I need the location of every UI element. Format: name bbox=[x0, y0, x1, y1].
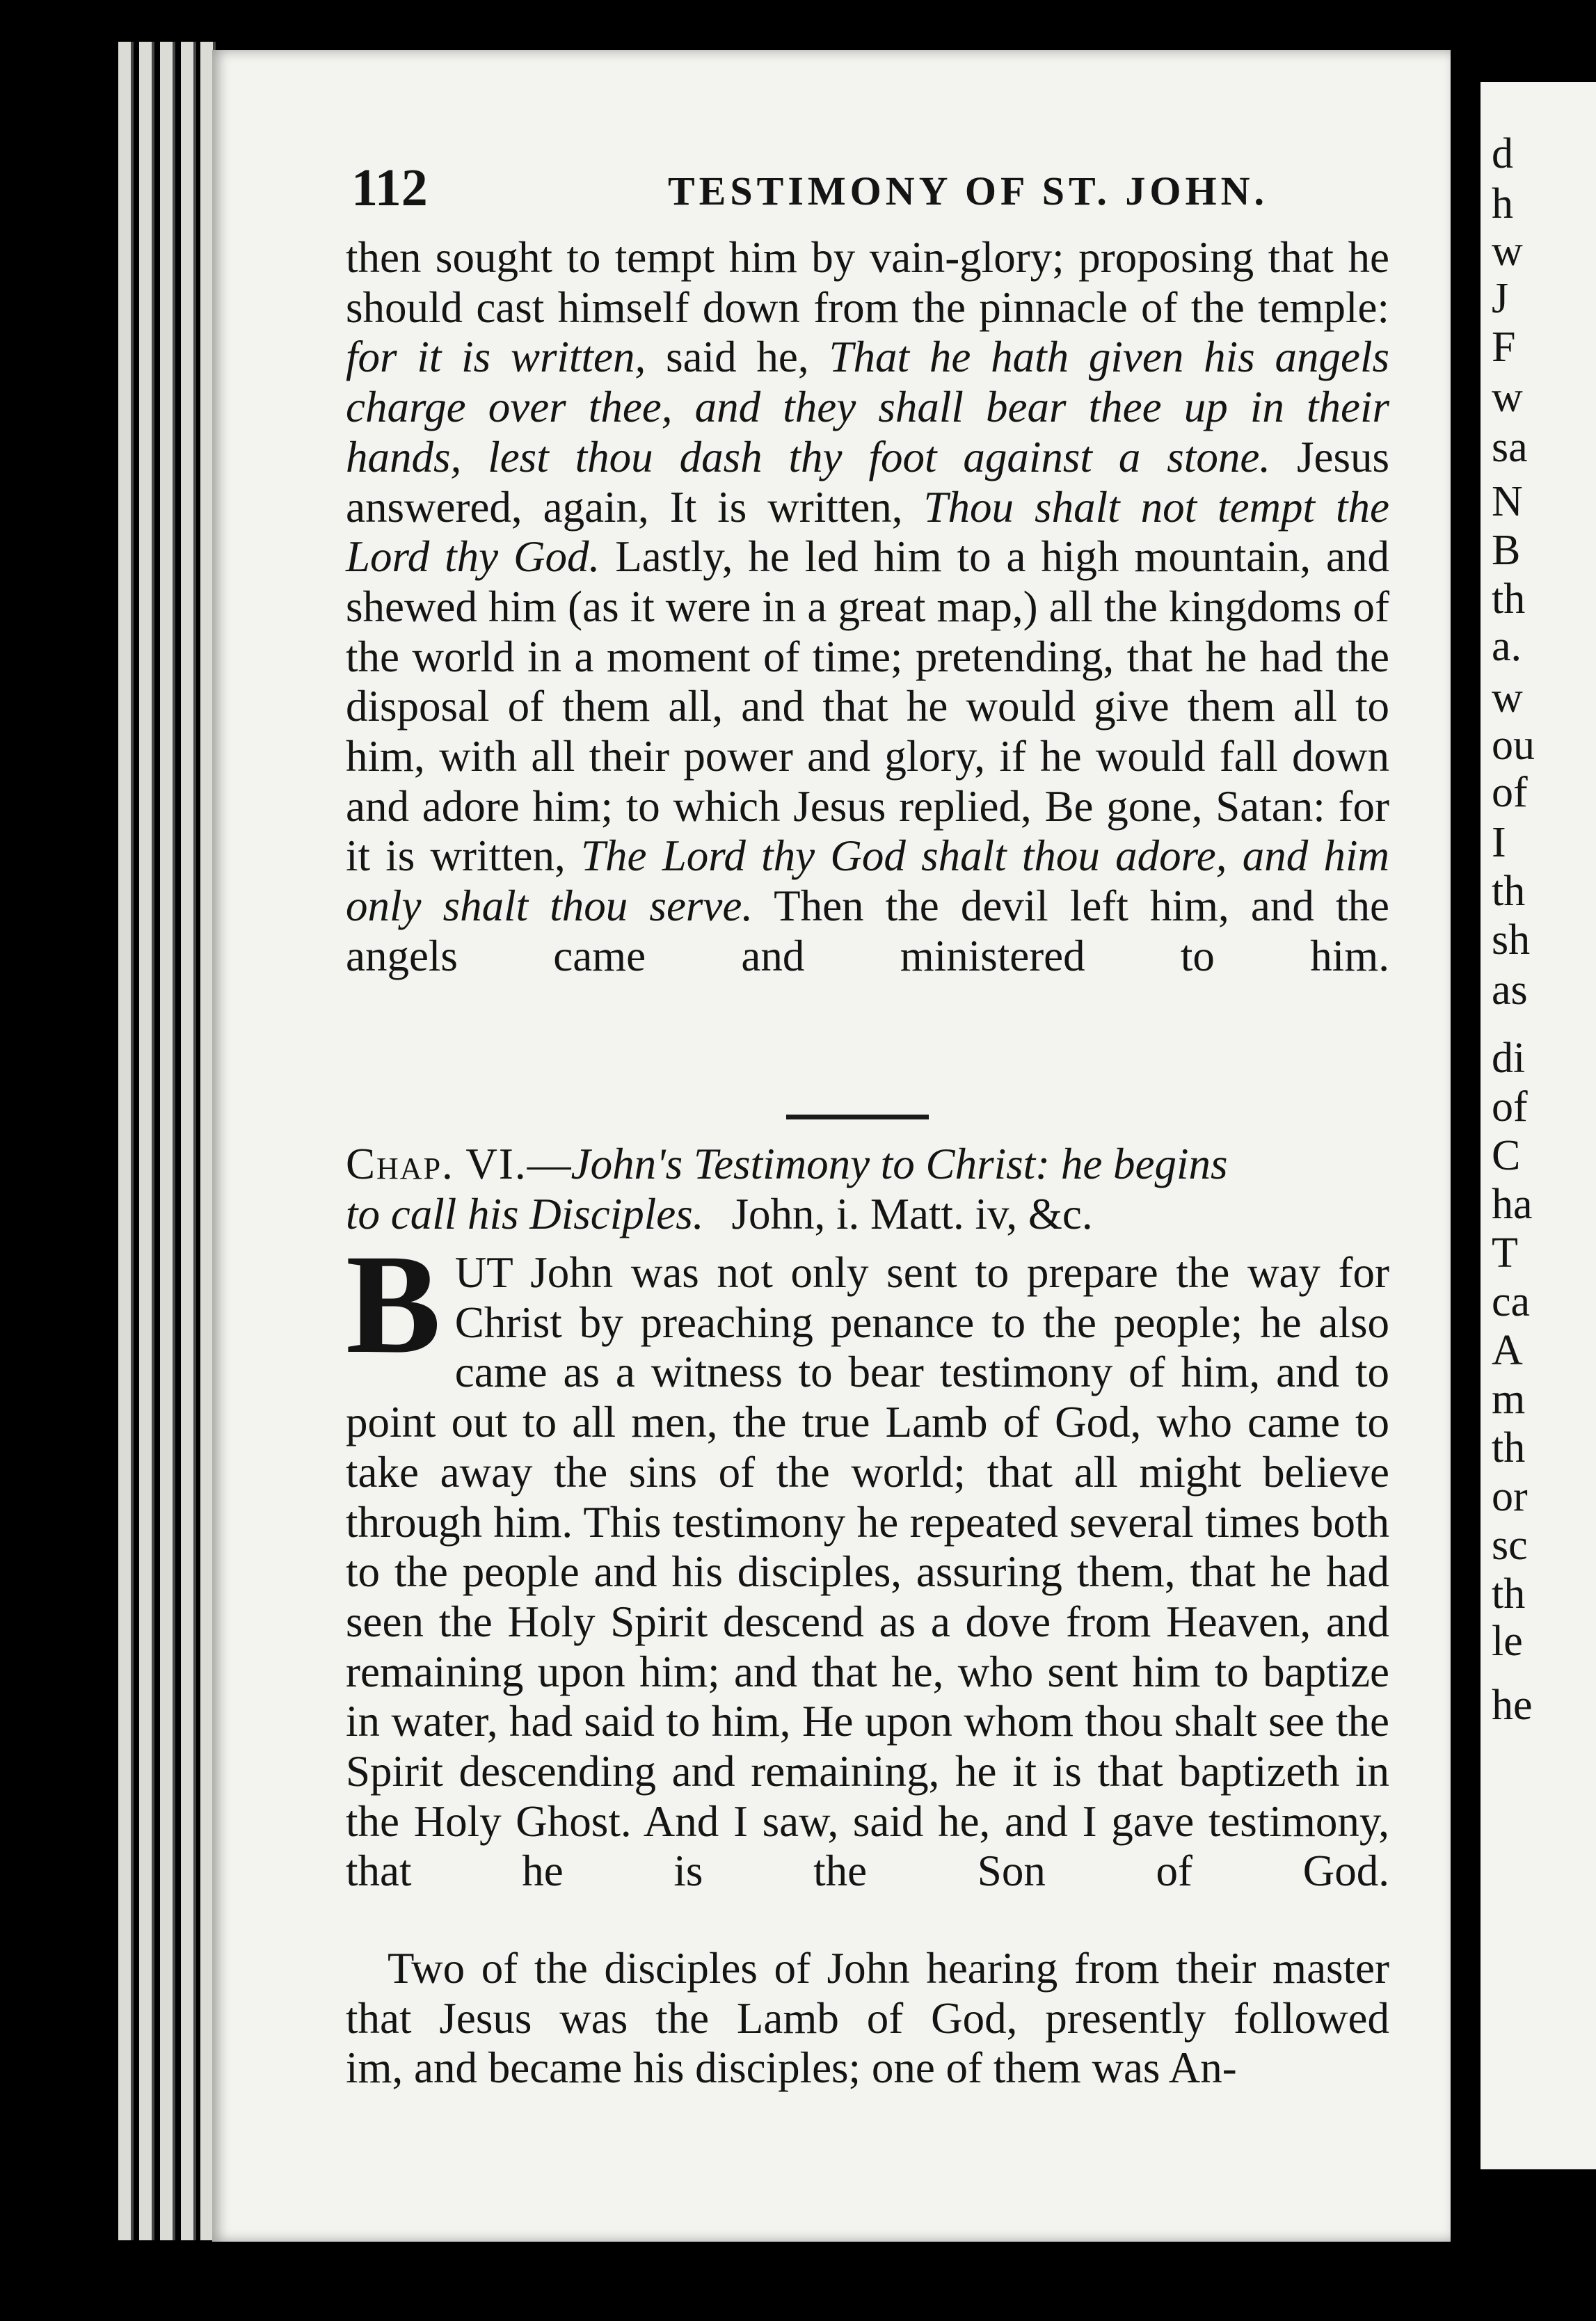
text-run: Lastly, he led him to a high mountain, and shewed him (as it were in a great map,) all the kingdoms of the world in a moment of time; pretending, that he had the disposal of them all, and that he would give them all to him, with all their power and glory, if he would fall down and adore him; to which Jesus replied, Be gone, Satan: for it is written, bbox=[346, 532, 1389, 881]
facing-page-fragment: h bbox=[1492, 180, 1513, 228]
facing-page-edge bbox=[1481, 82, 1596, 2169]
paragraph-disciples bbox=[346, 1944, 1389, 2093]
facing-page-fragment: T bbox=[1492, 1229, 1518, 1277]
chapter-heading bbox=[346, 1139, 1389, 1239]
italic-quotation: The Lord thy God shalt thou adore, and him only shalt thou serve. bbox=[346, 831, 1389, 931]
page-edge bbox=[139, 42, 154, 2240]
chapter-title-line-2: to call his Disciples. bbox=[346, 1190, 704, 1238]
paragraph-temptation bbox=[346, 233, 1389, 982]
facing-page-fragment: w bbox=[1492, 228, 1523, 275]
facing-page-fragment: d bbox=[1492, 130, 1513, 177]
facing-page-fragment: I bbox=[1492, 819, 1506, 866]
section-divider bbox=[786, 1115, 929, 1119]
drop-cap: B bbox=[346, 1225, 441, 1383]
facing-page-fragment: w bbox=[1492, 674, 1523, 721]
chapter-dash: — bbox=[527, 1140, 571, 1188]
text-run: then sought to tempt him by vain-glory; proposing that he should cast himself down from the pinnacle of the temple: bbox=[346, 233, 1389, 332]
paragraph-text: Two of the disciples of John hearing from their master that Jesus was the Lamb of God, presently followed bbox=[346, 1944, 1389, 2043]
chapter-label: Chap. VI. bbox=[346, 1140, 527, 1188]
chapter-title-line-1: John's Testimony to Christ: he begins bbox=[570, 1140, 1228, 1188]
facing-page-fragment: th bbox=[1492, 1424, 1526, 1471]
facing-page-fragment: le bbox=[1492, 1618, 1523, 1665]
paragraph-continuation: im, and became his disciples; one of them was An- bbox=[346, 2043, 1237, 2093]
book-page bbox=[212, 50, 1451, 2242]
facing-page-fragment: of bbox=[1492, 769, 1528, 816]
facing-page-fragment: A bbox=[1492, 1327, 1523, 1374]
facing-page-fragment: sa bbox=[1492, 424, 1528, 471]
page-edge bbox=[118, 42, 134, 2240]
page-header bbox=[212, 158, 1451, 221]
facing-page-fragment: th bbox=[1492, 575, 1526, 623]
text-run: Then the devil left him, and the angels came and ministered to him. bbox=[346, 882, 1389, 980]
paragraph-text: UT John was not only sent to prepare the way for Christ by preaching penance to the people; he also came as a witness to bear testimony of him, and to point out to all men, the true Lamb of God, who came to take away the sins of the world; that all might believe through him. This testimony he repeated several times both to the people and his disciples, assuring them, that he had seen the Holy Spirit descend as a dove from Heaven, and remaining upon him; and that he, who sent him to baptize in water, had said to him, He upon whom thou shalt see the Spirit descending and remaining, he it is that baptizeth in the Holy Ghost. And I saw, said he, and I gave testimony, that he is the Son of God. bbox=[346, 1248, 1389, 1896]
paragraph-body bbox=[346, 233, 1389, 982]
facing-page-fragment: di bbox=[1492, 1035, 1526, 1082]
text-run: Jesus answered, again, It is written, bbox=[346, 432, 1389, 532]
paragraph-body bbox=[346, 1225, 1389, 1897]
paragraph-john-testimony bbox=[346, 1225, 1389, 1897]
facing-page-fragment: he bbox=[1492, 1682, 1533, 1729]
facing-page-fragment: C bbox=[1492, 1132, 1521, 1179]
facing-page-fragment: ou bbox=[1492, 721, 1535, 769]
page-edge bbox=[181, 42, 196, 2240]
facing-page-fragment: N bbox=[1492, 478, 1523, 525]
italic-quotation: That he hath given his angels charge over thee, and they shall bear thee up in their hands, lest thou dash thy foot against a stone. bbox=[346, 333, 1389, 481]
facing-page-fragment: or bbox=[1492, 1473, 1528, 1520]
facing-page-fragment: th bbox=[1492, 1570, 1526, 1618]
paragraph-body bbox=[346, 1944, 1389, 2093]
facing-page-fragment: F bbox=[1492, 324, 1516, 371]
running-title: TESTIMONY OF ST. JOHN. bbox=[668, 168, 1269, 214]
italic-quotation: for it is written, bbox=[346, 333, 646, 382]
italic-quotation: Thou shalt not tempt the Lord thy God. bbox=[346, 482, 1390, 582]
facing-page-fragment: as bbox=[1492, 966, 1528, 1014]
facing-page-fragment: B bbox=[1492, 527, 1521, 574]
scripture-reference: John, i. Matt. iv, &c. bbox=[731, 1190, 1093, 1238]
text-run: said he, bbox=[646, 333, 829, 382]
facing-page-fragment: th bbox=[1492, 868, 1526, 915]
facing-page-fragment: w bbox=[1492, 374, 1523, 421]
chapter-heading-line-1 bbox=[346, 1139, 1389, 1189]
book-page-edges bbox=[118, 42, 223, 2240]
facing-page-fragment: sh bbox=[1492, 916, 1531, 964]
facing-page-fragment: ha bbox=[1492, 1181, 1533, 1228]
page-edge bbox=[160, 42, 175, 2240]
facing-page-fragment: m bbox=[1492, 1375, 1526, 1423]
chapter-heading-line-2 bbox=[346, 1189, 1389, 1239]
facing-page-fragment: ca bbox=[1492, 1278, 1531, 1325]
facing-page-fragment: a. bbox=[1492, 623, 1522, 670]
page-number: 112 bbox=[351, 159, 428, 217]
facing-page-fragment: of bbox=[1492, 1083, 1528, 1131]
facing-page-fragment: J bbox=[1492, 275, 1509, 322]
facing-page-fragment: sc bbox=[1492, 1522, 1528, 1569]
